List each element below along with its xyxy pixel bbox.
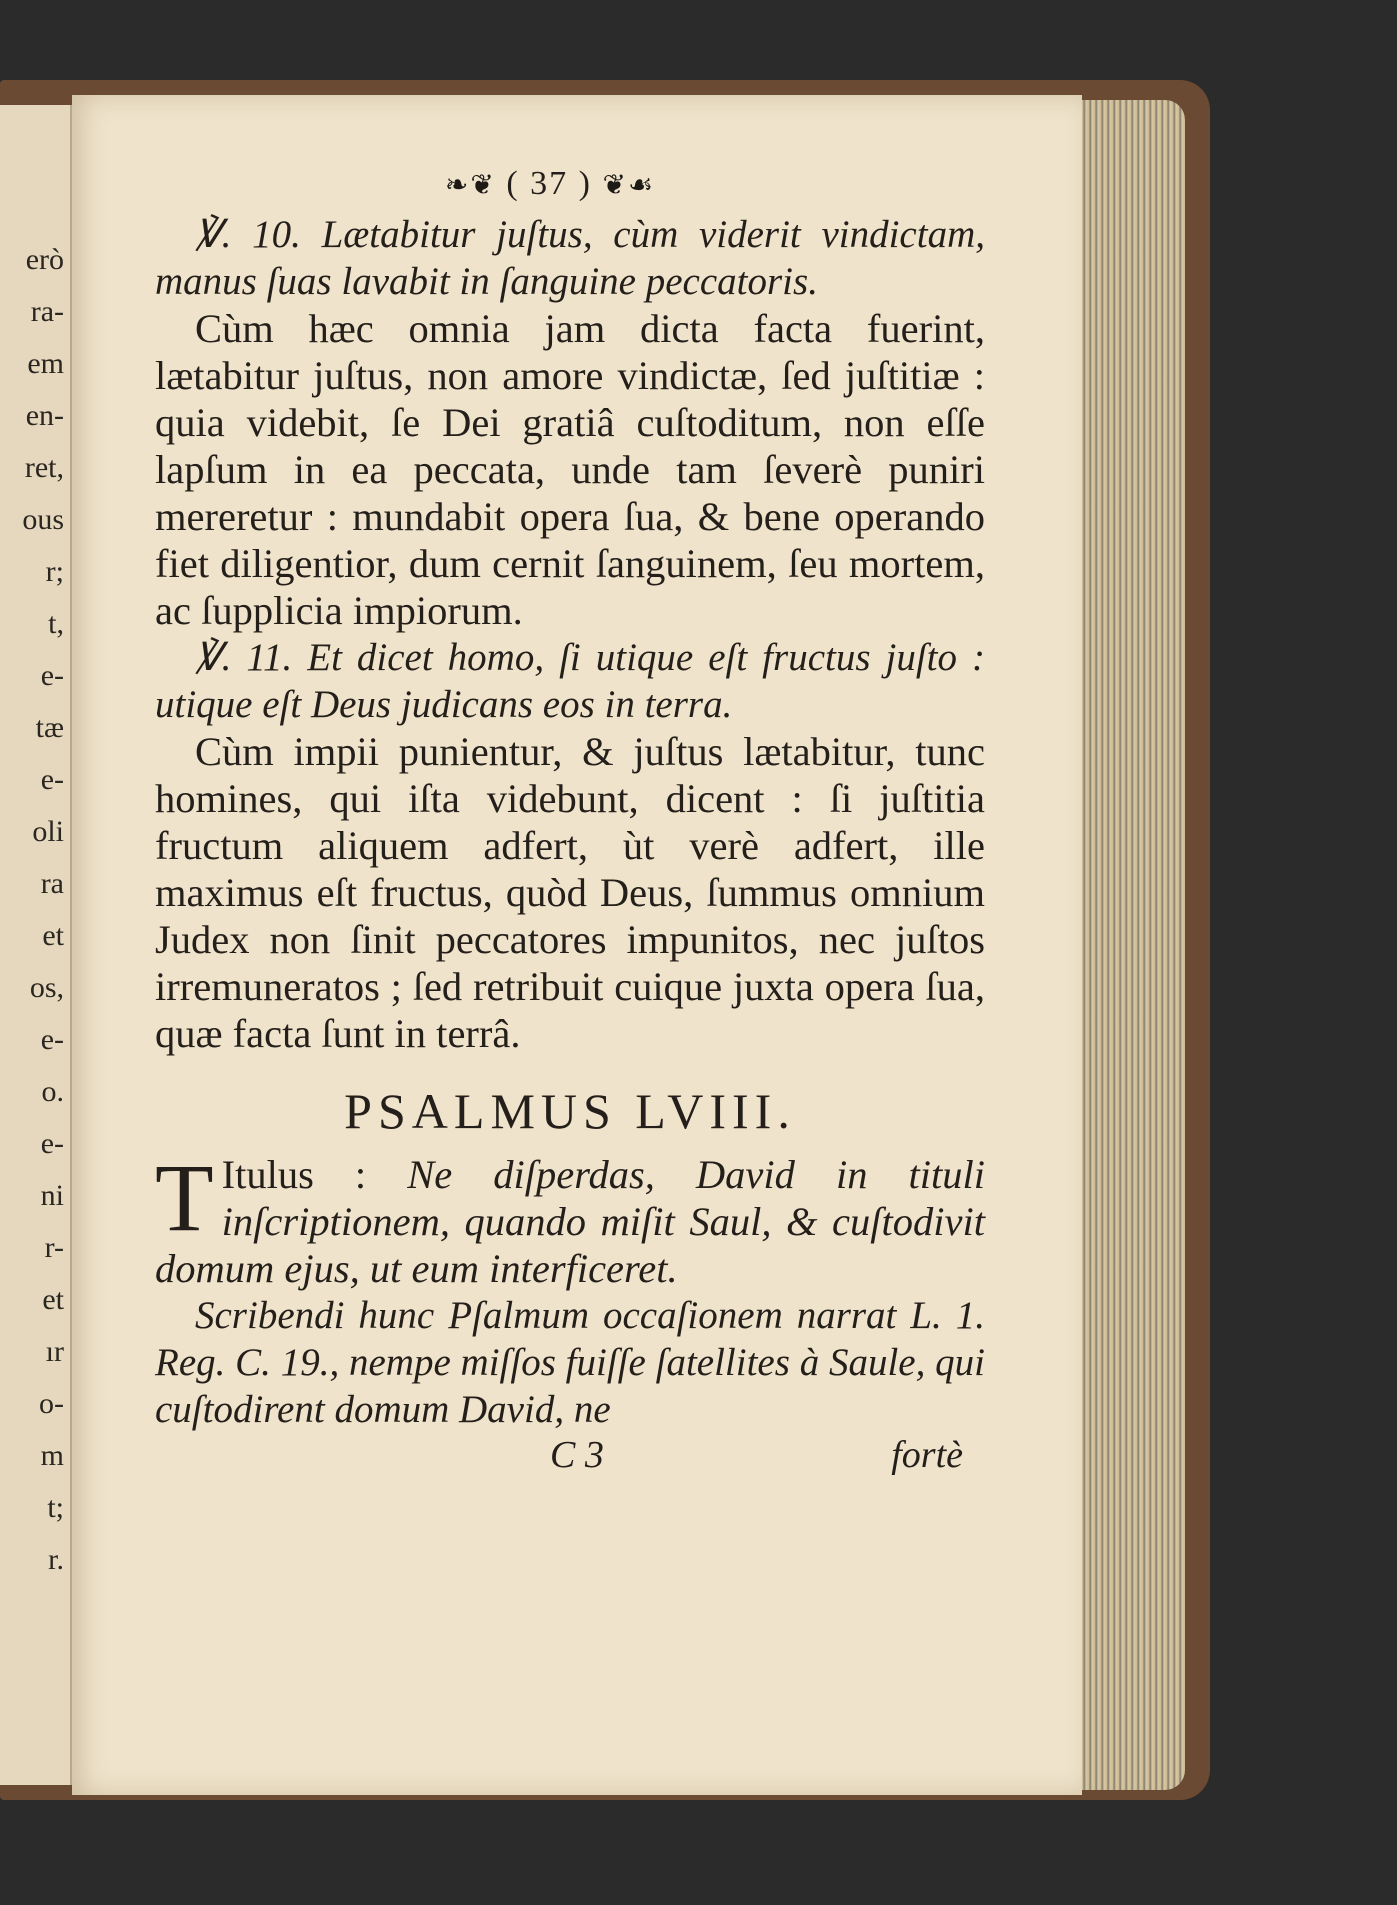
left-page-fragment: ni: [40, 1179, 64, 1212]
verse-10: ℣. 10. Lætabitur juſtus, cùm viderit vindictam, manus ſuas lavabit in ſanguine peccatoris.: [155, 213, 985, 303]
left-page-fragment: ous: [22, 503, 64, 536]
left-page-fragment: r-: [44, 1231, 64, 1264]
page-fore-edge: [1080, 100, 1185, 1790]
psalm-title: PSALMUS LVIII.: [344, 1083, 796, 1139]
page-text: [155, 165, 985, 1483]
header-ornament-right: ❦☙: [602, 170, 656, 201]
drop-cap: T: [155, 1144, 214, 1251]
left-page-fragment: ır: [45, 1335, 64, 1368]
signature-mark: C 3: [550, 1434, 604, 1476]
left-page-fragment: o.: [41, 1075, 64, 1108]
left-page-fragment: e-: [40, 763, 64, 796]
left-page-fragment: o-: [39, 1387, 64, 1420]
left-page-fragment: r;: [45, 555, 64, 588]
header-ornament-left: ❧❦: [444, 170, 496, 201]
left-page-fragment: tæ: [35, 711, 64, 744]
left-page-fragment: e-: [40, 659, 64, 692]
titulus-paragraph: [155, 1144, 985, 1292]
page-number: ( 37 ): [506, 165, 592, 202]
left-page-fragment: e-: [40, 1023, 64, 1056]
page-footer: [155, 1433, 985, 1483]
left-page-fragment: ra: [40, 867, 64, 900]
left-page-fragment: t,: [48, 607, 64, 640]
left-page-fragment: m: [40, 1439, 64, 1472]
left-page-fragment: erò: [25, 243, 64, 276]
left-page: [0, 105, 72, 1785]
verse-11: ℣. 11. Et dicet homo, ſi utique eſt fructus juſto : utique eſt Deus judicans eos in terra.: [155, 636, 985, 726]
left-page-fragment: ra-: [30, 295, 64, 328]
left-page-fragment: em: [27, 347, 64, 380]
titulus-text: Ne diſperdas, David in tituli inſcriptionem, quando miſit Saul, & cuſtodivit domum ejus, ut eum interficeret.: [155, 1152, 985, 1291]
catchword: fortè: [891, 1434, 963, 1476]
left-page-fragment: et: [42, 919, 64, 952]
left-page-fragment: ret,: [24, 451, 64, 484]
left-page-fragment: en-: [25, 399, 64, 432]
running-header: [115, 165, 985, 211]
scribendi-paragraph: Scribendi hunc Pſalmum occaſionem narrat L. 1. Reg. C. 19., nempe miſſos fuiſſe ſatellites à Saule, qui cuſtodirent domum David, ne: [155, 1294, 985, 1431]
left-page-fragment: oli: [32, 815, 64, 848]
commentary-10: Cùm hæc omnia jam dicta facta fuerint, lætabitur juſtus, non amore vindictæ, ſed juſtitiæ : quia videbit, ſe Dei gratiâ cuſtoditum, non eſſe lapſum in ea peccata, unde tam ſeverè puniri mereretur : mundabit opera ſua, & bene operando fiet diligentior, dum cernit ſanguinem, ſeu mortem, ac ſupplicia impiorum.: [155, 306, 985, 633]
left-page-fragment: r.: [48, 1543, 64, 1576]
left-page-fragment: os,: [29, 971, 64, 1004]
left-page-fragment: et: [42, 1283, 64, 1316]
left-page-fragment: t;: [47, 1491, 64, 1524]
commentary-11: Cùm impii punientur, & juſtus lætabitur, tunc homines, qui iſta videbunt, dicent : ſi juſtitia fructum aliquem adfert, ùt verè adfert, ille maximus eſt fructus, quòd Deus, ſummus omnium Judex non ſinit peccatores impunitos, nec juſtos irremuneratos ; ſed retribuit cuique juxta opera ſua, quæ facta ſunt in terrâ.: [155, 729, 985, 1056]
left-page-fragment: e-: [40, 1127, 64, 1160]
titulus-label: Itulus :: [221, 1152, 408, 1197]
